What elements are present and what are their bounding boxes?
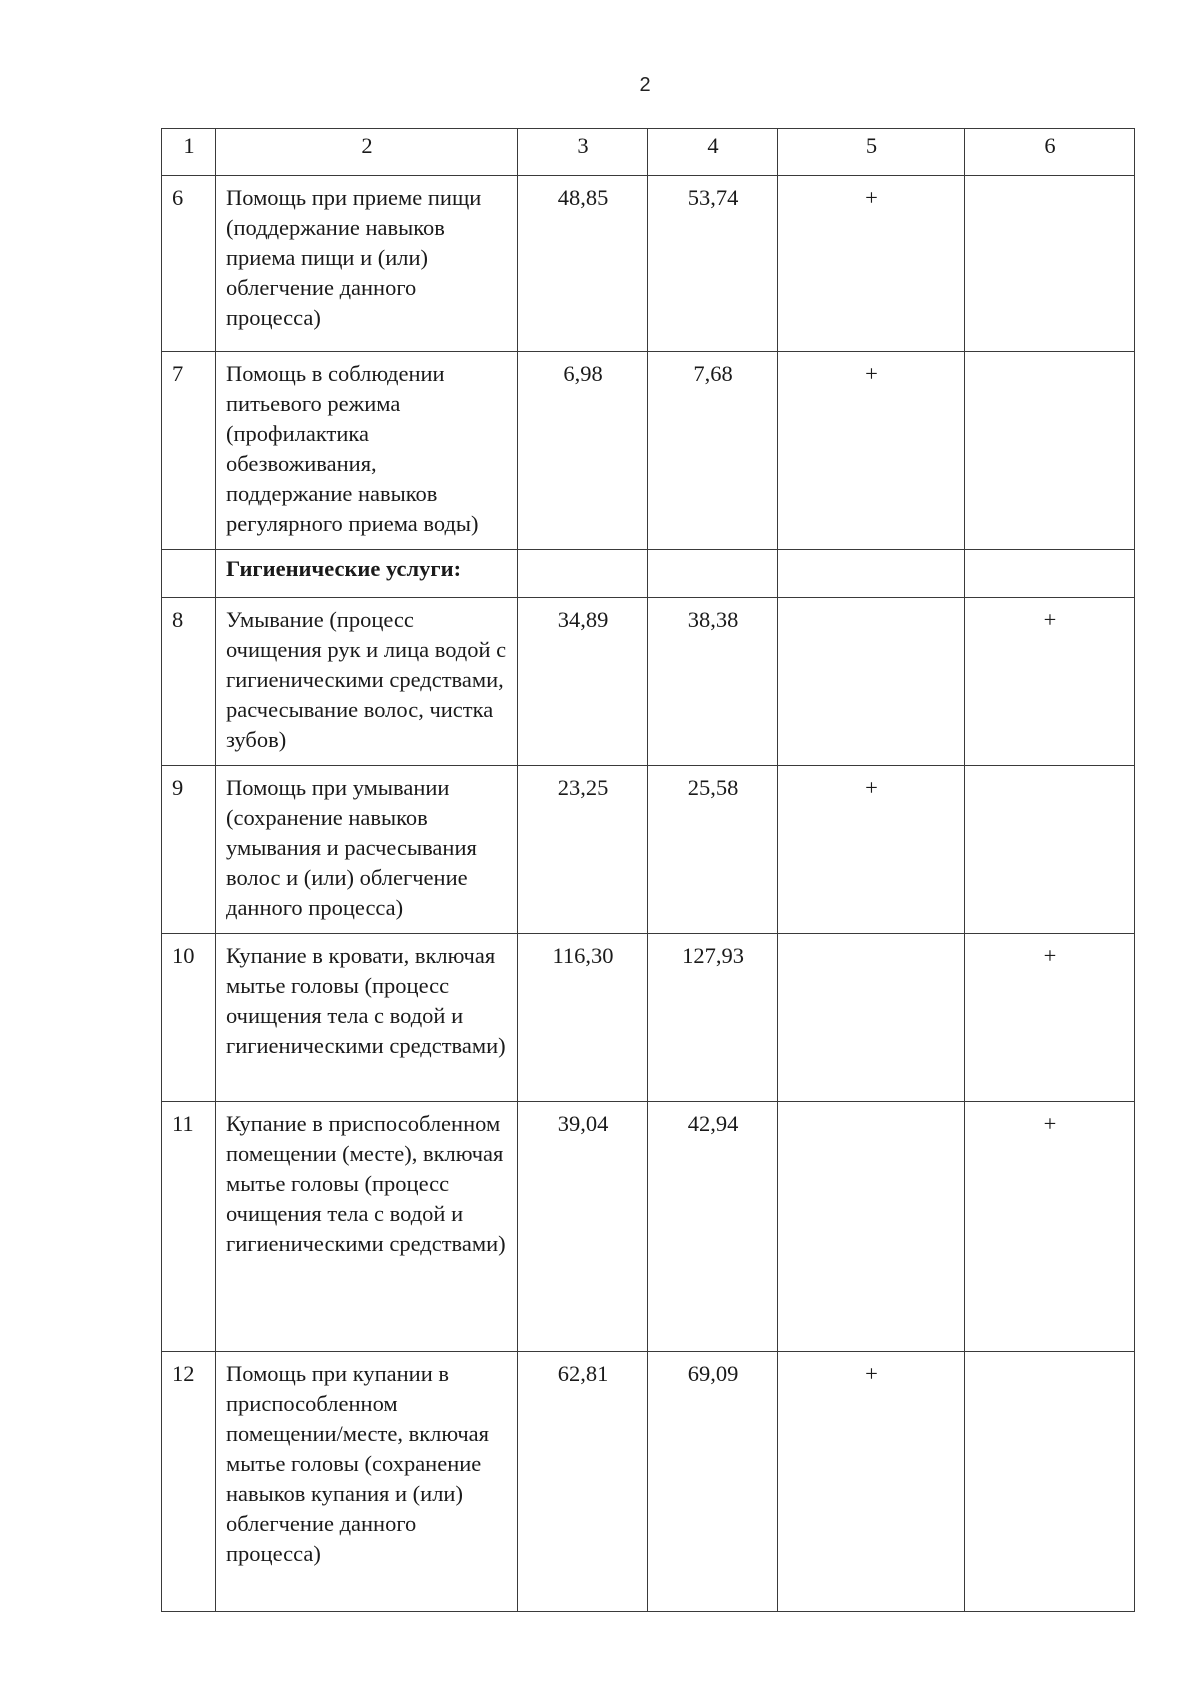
value-col4: 25,58 bbox=[648, 766, 778, 934]
section-row bbox=[162, 550, 1135, 598]
service-name: Помощь при приеме пищи (поддержание навыков приема пищи и (или) облегчение данного процесса) bbox=[216, 176, 518, 352]
row-number: 9 bbox=[162, 766, 216, 934]
page-number: 2 bbox=[639, 74, 651, 96]
empty-cell bbox=[648, 550, 778, 598]
service-name: Умывание (процесс очищения рук и лица водой с гигиеническими средствами, расчесывание волос, чистка зубов) bbox=[216, 598, 518, 766]
value-col4: 7,68 bbox=[648, 352, 778, 550]
row-number: 12 bbox=[162, 1352, 216, 1612]
value-col4: 53,74 bbox=[648, 176, 778, 352]
mark-col6 bbox=[965, 1352, 1135, 1612]
empty-cell bbox=[162, 550, 216, 598]
service-name: Купание в приспособленном помещении (месте), включая мытье головы (процесс очищения тела с водой и гигиеническими средствами) bbox=[216, 1102, 518, 1352]
mark-col5: + bbox=[778, 1352, 965, 1612]
value-col4: 42,94 bbox=[648, 1102, 778, 1352]
table-row bbox=[162, 598, 1135, 766]
mark-col6 bbox=[965, 766, 1135, 934]
table-row bbox=[162, 1352, 1135, 1612]
value-col3: 116,30 bbox=[518, 934, 648, 1102]
table-row bbox=[162, 352, 1135, 550]
mark-col6 bbox=[965, 176, 1135, 352]
empty-cell bbox=[965, 550, 1135, 598]
column-number-header: 2 bbox=[216, 129, 518, 176]
mark-col6: + bbox=[965, 1102, 1135, 1352]
value-col3: 6,98 bbox=[518, 352, 648, 550]
mark-col5: + bbox=[778, 352, 965, 550]
value-col3: 23,25 bbox=[518, 766, 648, 934]
service-name: Помощь при купании в приспособленном помещении/месте, включая мытье головы (сохранение навыков купания и (или) облегчение данного процесса) bbox=[216, 1352, 518, 1612]
mark-col5 bbox=[778, 598, 965, 766]
service-name: Купание в кровати, включая мытье головы (процесс очищения тела с водой и гигиеническими средствами) bbox=[216, 934, 518, 1102]
table-row bbox=[162, 934, 1135, 1102]
table-header-row bbox=[162, 129, 1135, 176]
column-number-header: 6 bbox=[965, 129, 1135, 176]
value-col3: 39,04 bbox=[518, 1102, 648, 1352]
table-row bbox=[162, 1102, 1135, 1352]
section-title: Гигиенические услуги: bbox=[216, 550, 518, 598]
table-row bbox=[162, 766, 1135, 934]
value-col4: 69,09 bbox=[648, 1352, 778, 1612]
row-number: 6 bbox=[162, 176, 216, 352]
column-number-header: 4 bbox=[648, 129, 778, 176]
row-number: 10 bbox=[162, 934, 216, 1102]
column-number-header: 1 bbox=[162, 129, 216, 176]
empty-cell bbox=[778, 550, 965, 598]
row-number: 11 bbox=[162, 1102, 216, 1352]
column-number-header: 3 bbox=[518, 129, 648, 176]
service-name: Помощь в соблюдении питьевого режима (профилактика обезвоживания, поддержание навыков регулярного приема воды) bbox=[216, 352, 518, 550]
mark-col6: + bbox=[965, 934, 1135, 1102]
value-col4: 38,38 bbox=[648, 598, 778, 766]
value-col3: 34,89 bbox=[518, 598, 648, 766]
mark-col6 bbox=[965, 352, 1135, 550]
mark-col5 bbox=[778, 934, 965, 1102]
table-row bbox=[162, 176, 1135, 352]
row-number: 8 bbox=[162, 598, 216, 766]
column-number-header: 5 bbox=[778, 129, 965, 176]
value-col4: 127,93 bbox=[648, 934, 778, 1102]
mark-col5 bbox=[778, 1102, 965, 1352]
empty-cell bbox=[518, 550, 648, 598]
value-col3: 48,85 bbox=[518, 176, 648, 352]
value-col3: 62,81 bbox=[518, 1352, 648, 1612]
mark-col5: + bbox=[778, 176, 965, 352]
mark-col5: + bbox=[778, 766, 965, 934]
mark-col6: + bbox=[965, 598, 1135, 766]
row-number: 7 bbox=[162, 352, 216, 550]
service-name: Помощь при умывании (сохранение навыков умывания и расчесывания волос и (или) облегчение данного процесса) bbox=[216, 766, 518, 934]
services-table bbox=[161, 128, 1135, 1612]
